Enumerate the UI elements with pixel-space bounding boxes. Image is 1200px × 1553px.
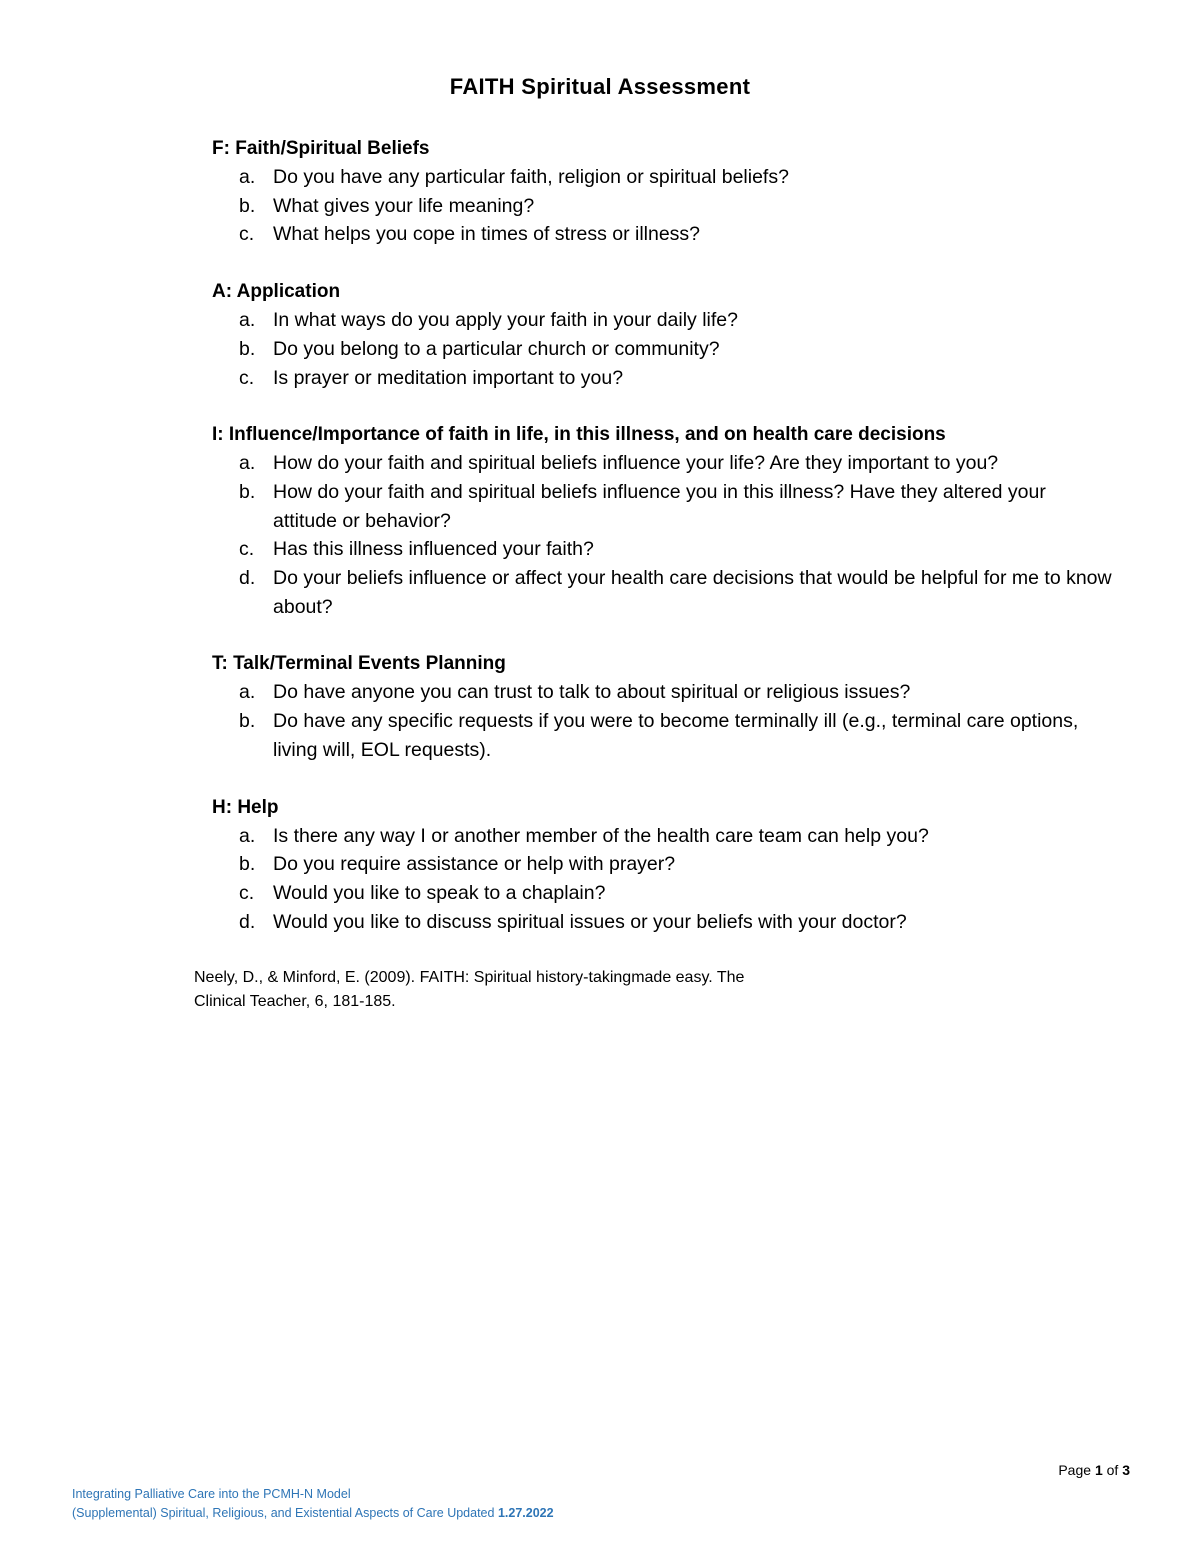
updated-date: 1.27.2022 xyxy=(497,1506,554,1520)
footer-text: (Supplemental) Spiritual, Religious, and Existential Aspects of Care Updated xyxy=(72,1506,495,1520)
question-text: Do you have any particular faith, religion or spiritual beliefs? xyxy=(273,166,789,188)
question-text: Is there any way I or another member of the health care team can help you? xyxy=(273,824,929,847)
page-title: FAITH Spiritual Assessment xyxy=(449,74,751,99)
question-text: Do have anyone you can trust to talk to about spiritual or religious issues? xyxy=(273,681,911,704)
question-list xyxy=(212,449,1112,621)
question-list xyxy=(212,163,1112,249)
list-item xyxy=(212,678,1112,707)
question-letter: a. xyxy=(239,452,256,475)
question-text: Do have any specific requests if you were to become terminally ill (e.g., terminal care options, living will, EOL requests). xyxy=(273,710,1079,761)
section-heading: F: Faith/Spiritual Beliefs xyxy=(212,138,430,159)
current-page: 1 xyxy=(1094,1462,1103,1478)
list-item xyxy=(212,879,1112,908)
list-item xyxy=(212,535,1112,564)
question-letter: b. xyxy=(239,480,256,503)
question-list xyxy=(212,678,1112,764)
citation-line: Clinical Teacher, 6, 181-185. xyxy=(194,993,396,1010)
question-text: Do your beliefs influence or affect your health care decisions that would be helpful for me to know about? xyxy=(273,567,1112,618)
section-faith xyxy=(212,134,1112,249)
question-letter: a. xyxy=(239,681,256,704)
question-letter: c. xyxy=(239,366,255,389)
page-label: Page xyxy=(1058,1462,1092,1478)
question-text: Do you belong to a particular church or community? xyxy=(273,337,720,360)
citation xyxy=(194,966,874,1014)
section-heading: I: Influence/Importance of faith in life, in this illness, and on health care decisions xyxy=(212,424,946,446)
list-item xyxy=(212,335,1112,364)
page-number xyxy=(960,1462,1130,1478)
page-separator: of xyxy=(1106,1462,1119,1478)
list-item xyxy=(212,364,1112,393)
question-text: How do your faith and spiritual beliefs influence you in this illness? Have they altered your attitude or behavior? xyxy=(273,480,1046,532)
section-heading: T: Talk/Terminal Events Planning xyxy=(212,653,506,675)
question-text: Do you require assistance or help with prayer? xyxy=(273,853,676,876)
list-item xyxy=(212,220,1112,249)
citation-line: Neely, D., & Minford, E. (2009). FAITH: Spiritual history-takingmade easy. The xyxy=(194,969,745,986)
question-text: Would you like to speak to a chaplain? xyxy=(273,881,606,904)
question-letter: d. xyxy=(239,567,256,590)
question-letter: c. xyxy=(239,538,255,561)
list-item xyxy=(212,306,1112,335)
question-letter: b. xyxy=(239,710,256,733)
question-letter: b. xyxy=(239,337,256,360)
list-item xyxy=(212,822,1112,851)
list-item xyxy=(212,478,1112,535)
list-item xyxy=(212,707,1112,764)
question-list xyxy=(212,822,1112,937)
question-list xyxy=(212,306,1112,392)
list-item xyxy=(212,449,1112,478)
footer-line: Integrating Palliative Care into the PCMH-N Model xyxy=(72,1487,351,1501)
section-help xyxy=(212,793,1112,937)
section-talk xyxy=(212,649,1112,764)
question-letter: a. xyxy=(239,166,256,188)
question-text: Has this illness influenced your faith? xyxy=(273,538,594,561)
total-pages: 3 xyxy=(1122,1462,1130,1478)
question-letter: c. xyxy=(239,223,255,246)
question-text: How do your faith and spiritual beliefs influence your life? Are they important to you? xyxy=(273,452,999,475)
list-item xyxy=(212,850,1112,879)
question-letter: a. xyxy=(239,824,256,847)
question-letter: b. xyxy=(239,853,256,876)
question-text: What gives your life meaning? xyxy=(273,194,535,217)
list-item xyxy=(212,192,1112,221)
list-item xyxy=(212,163,1112,192)
question-letter: b. xyxy=(239,194,256,217)
question-letter: d. xyxy=(239,910,256,933)
footer xyxy=(72,1485,872,1523)
list-item xyxy=(212,564,1112,621)
question-text: Is prayer or meditation important to you? xyxy=(273,366,624,389)
question-letter: c. xyxy=(239,881,255,904)
question-text: What helps you cope in times of stress or illness? xyxy=(273,223,701,246)
section-application xyxy=(212,277,1112,392)
section-influence xyxy=(212,420,1112,621)
question-text: Would you like to discuss spiritual issues or your beliefs with your doctor? xyxy=(273,910,907,933)
assessment-sections xyxy=(212,134,1112,964)
list-item xyxy=(212,908,1112,937)
section-heading: H: Help xyxy=(212,796,279,818)
section-heading: A: Application xyxy=(212,281,341,303)
footer-line-2 xyxy=(72,1504,872,1523)
question-text: In what ways do you apply your faith in your daily life? xyxy=(273,309,739,332)
question-letter: a. xyxy=(239,309,256,332)
